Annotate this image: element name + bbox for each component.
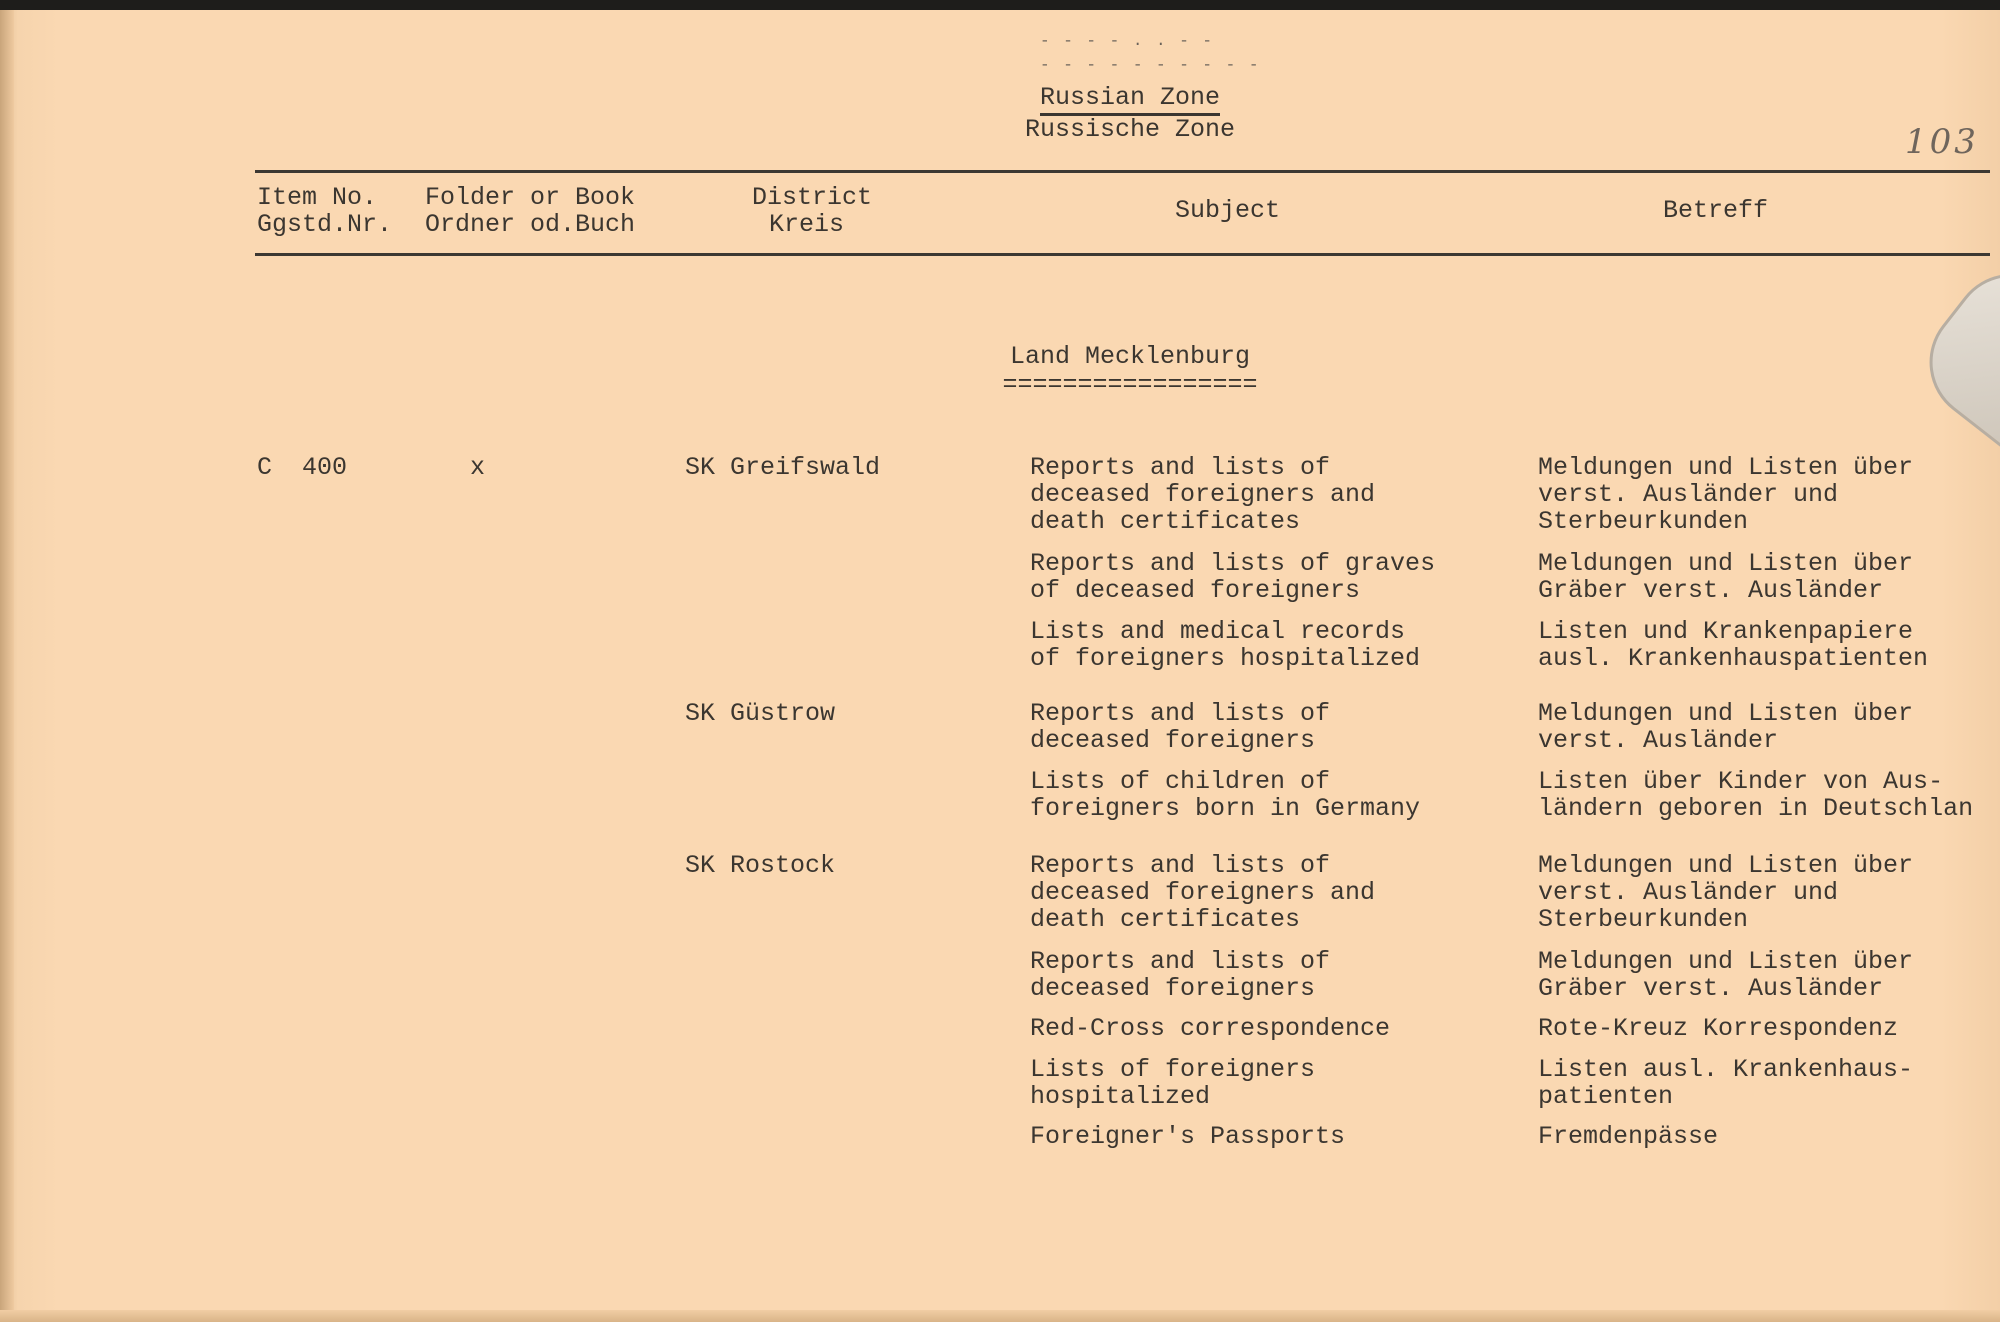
page-bottom-edge [0, 1310, 2000, 1322]
page-tab-clip [1905, 250, 2000, 451]
betreff-entry: Rote-Kreuz Korrespondenz [1538, 1014, 1899, 1043]
betreff-entry: Meldungen und Listen über verst. Ausländer und Sterbeurkunden [1538, 453, 1914, 536]
header-district: District Kreis [752, 183, 873, 239]
subject-entry: Reports and lists of deceased foreigners and death certificates [1030, 851, 1376, 934]
faded-mark: - - - - - - - - - - [1040, 56, 1261, 74]
betreff-entry: Listen und Krankenpapiere ausl. Krankenhauspatienten [1538, 617, 1929, 673]
book-binding-edge [0, 10, 14, 1322]
subject-entry: Red-Cross correspondence [1030, 1014, 1391, 1043]
betreff-entry: Fremdenpässe [1538, 1122, 1719, 1151]
header-item-no: Item No. Ggstd.Nr. [257, 183, 393, 239]
subject-entry: Reports and lists of graves of deceased foreigners [1030, 549, 1436, 605]
folder-marker: x [470, 453, 486, 482]
header-folder: Folder or Book Ordner od.Buch [425, 183, 636, 239]
subject-entry: Lists of children of foreigners born in Germany [1030, 767, 1421, 823]
zone-title [1010, 84, 1250, 143]
section-underline: ================= [1002, 370, 1258, 399]
header-subject: Subject [1175, 196, 1281, 225]
header-bottom-rule [255, 253, 1990, 256]
header-top-rule [255, 170, 1990, 173]
zone-title-en: Russian Zone [1040, 84, 1220, 116]
betreff-entry: Meldungen und Listen über verst. Ausländer und Sterbeurkunden [1538, 851, 1914, 934]
district-rostock: SK Rostock [685, 851, 836, 880]
district-greifswald: SK Greifswald [685, 453, 881, 482]
subject-entry: Lists and medical records of foreigners hospitalized [1030, 617, 1421, 673]
zone-title-de: Russische Zone [1024, 115, 1236, 144]
betreff-entry: Listen ausl. Krankenhaus- patienten [1538, 1055, 1914, 1111]
subject-entry: Reports and lists of deceased foreigners [1030, 947, 1331, 1003]
betreff-entry: Meldungen und Listen über Gräber verst. Ausländer [1538, 947, 1914, 1003]
subject-entry: Lists of foreigners hospitalized [1030, 1055, 1316, 1111]
section-heading [950, 340, 1310, 399]
district-guestrow: SK Güstrow [685, 699, 836, 728]
header-betreff: Betreff [1663, 196, 1769, 225]
item-number: C 400 [257, 453, 348, 482]
faded-mark: - - - - . . - - [1040, 32, 1215, 50]
subject-entry: Reports and lists of deceased foreigners and death certificates [1030, 453, 1376, 536]
betreff-entry: Listen über Kinder von Aus- ländern geboren in Deutschlan [1538, 767, 1974, 823]
betreff-entry: Meldungen und Listen über verst. Ausländer [1538, 699, 1914, 755]
document-page [0, 10, 2000, 1322]
section-title: Land Mecklenburg [1009, 342, 1251, 371]
page-number: 103 [1905, 122, 1979, 162]
subject-entry: Foreigner's Passports [1030, 1122, 1346, 1151]
subject-entry: Reports and lists of deceased foreigners [1030, 699, 1331, 755]
betreff-entry: Meldungen und Listen über Gräber verst. Ausländer [1538, 549, 1914, 605]
